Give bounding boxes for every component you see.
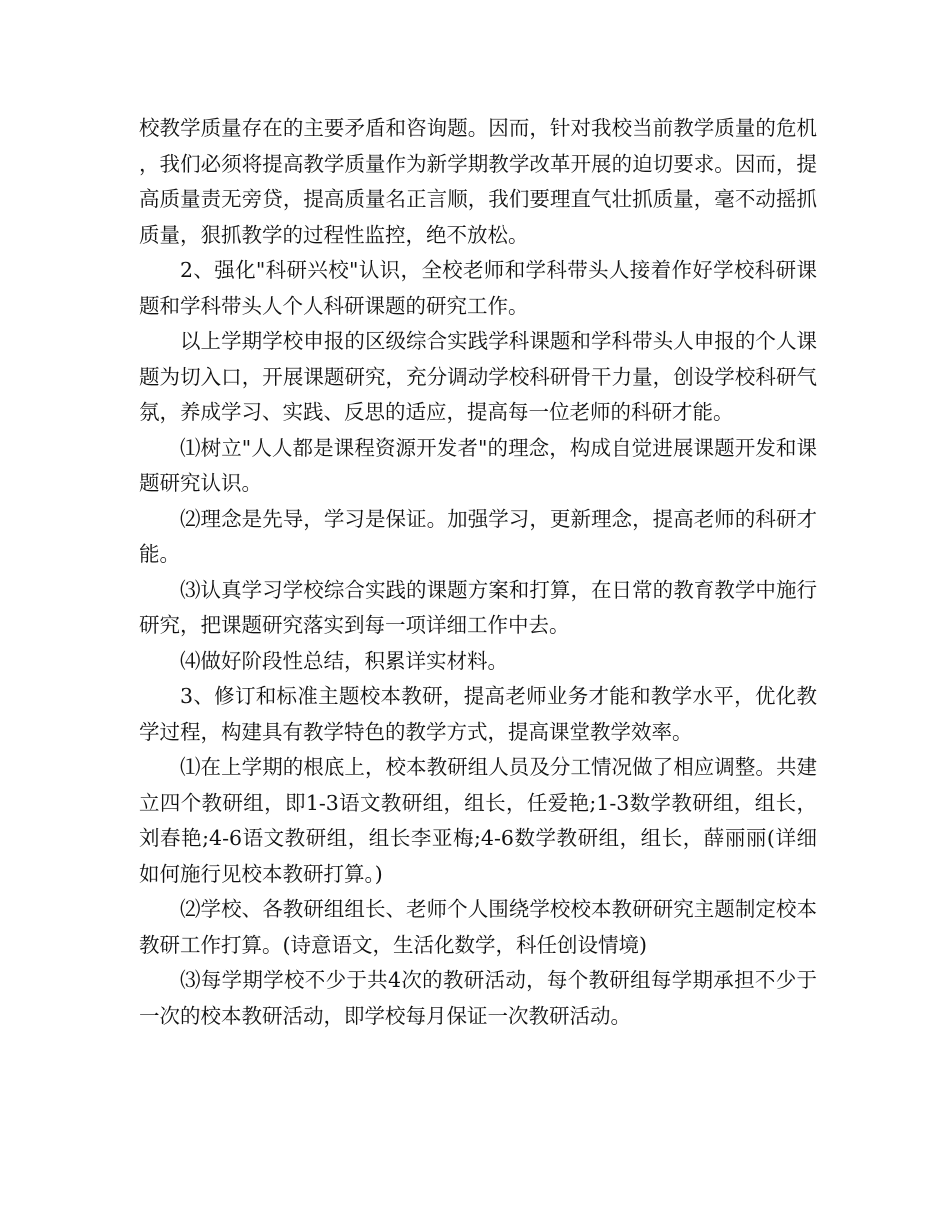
paragraph-section-3-item-1: ⑴在上学期的根底上，校本教研组人员及分工情况做了相应调整。共建立四个教研组，即1-3语文教研组，组长，任爱艳;1-3数学教研组，组长，刘春艳;4-6语文教研组，组长李亚梅;4-6数学教研组，组长，薛丽丽(详细如何施行见校本教研打算。) bbox=[139, 755, 817, 886]
paragraph-section-3-item-2: ⑵学校、各教研组组长、老师个人围绕学校校本教研研究主题制定校本教研工作打算。(诗意语文，生活化数学，科任创设情境) bbox=[139, 897, 817, 957]
paragraph-item-2: ⑵理念是先导，学习是保证。加强学习，更新理念，提高老师的科研才能。 bbox=[139, 506, 817, 566]
paragraph-item-4: ⑷做好阶段性总结，积累详实材料。 bbox=[180, 648, 508, 673]
paragraph-item-3: ⑶认真学习学校综合实践的课题方案和打算，在日常的教育教学中施行研究，把课题研究落实到每一项详细工作中去。 bbox=[139, 577, 817, 637]
paragraph-continuation: 校教学质量存在的主要矛盾和咨询题。因而，针对我校当前教学质量的危机，我们必须将提高教学质量作为新学期教学改革开展的迫切要求。因而，提高质量责无旁贷，提高质量名正言顺，我们要理直气壮抓质量，毫不动摇抓质量，狠抓教学的过程性监控，绝不放松。 bbox=[139, 116, 817, 247]
paragraph-section-3: 3、修订和标准主题校本教研，提高老师业务才能和教学水平，优化教学过程，构建具有教学特色的教学方式，提高课堂教学效率。 bbox=[139, 684, 817, 744]
paragraph-section-2: 2、强化"科研兴校"认识，全校老师和学科带头人接着作好学校科研课题和学科带头人个人科研课题的研究工作。 bbox=[139, 258, 817, 318]
document-body bbox=[139, 111, 817, 1034]
paragraph-research-intro: 以上学期学校申报的区级综合实践学科课题和学科带头人申报的个人课题为切入口，开展课题研究，充分调动学校科研骨干力量，创设学校科研气氛，养成学习、实践、反思的适应，提高每一位老师的科研才能。 bbox=[139, 329, 817, 424]
paragraph-section-3-item-3: ⑶每学期学校不少于共4次的教研活动，每个教研组每学期承担不少于一次的校本教研活动，即学校每月保证一次教研活动。 bbox=[139, 968, 817, 1028]
paragraph-item-1: ⑴树立"人人都是课程资源开发者"的理念，构成自觉进展课题开发和课题研究认识。 bbox=[139, 435, 817, 495]
